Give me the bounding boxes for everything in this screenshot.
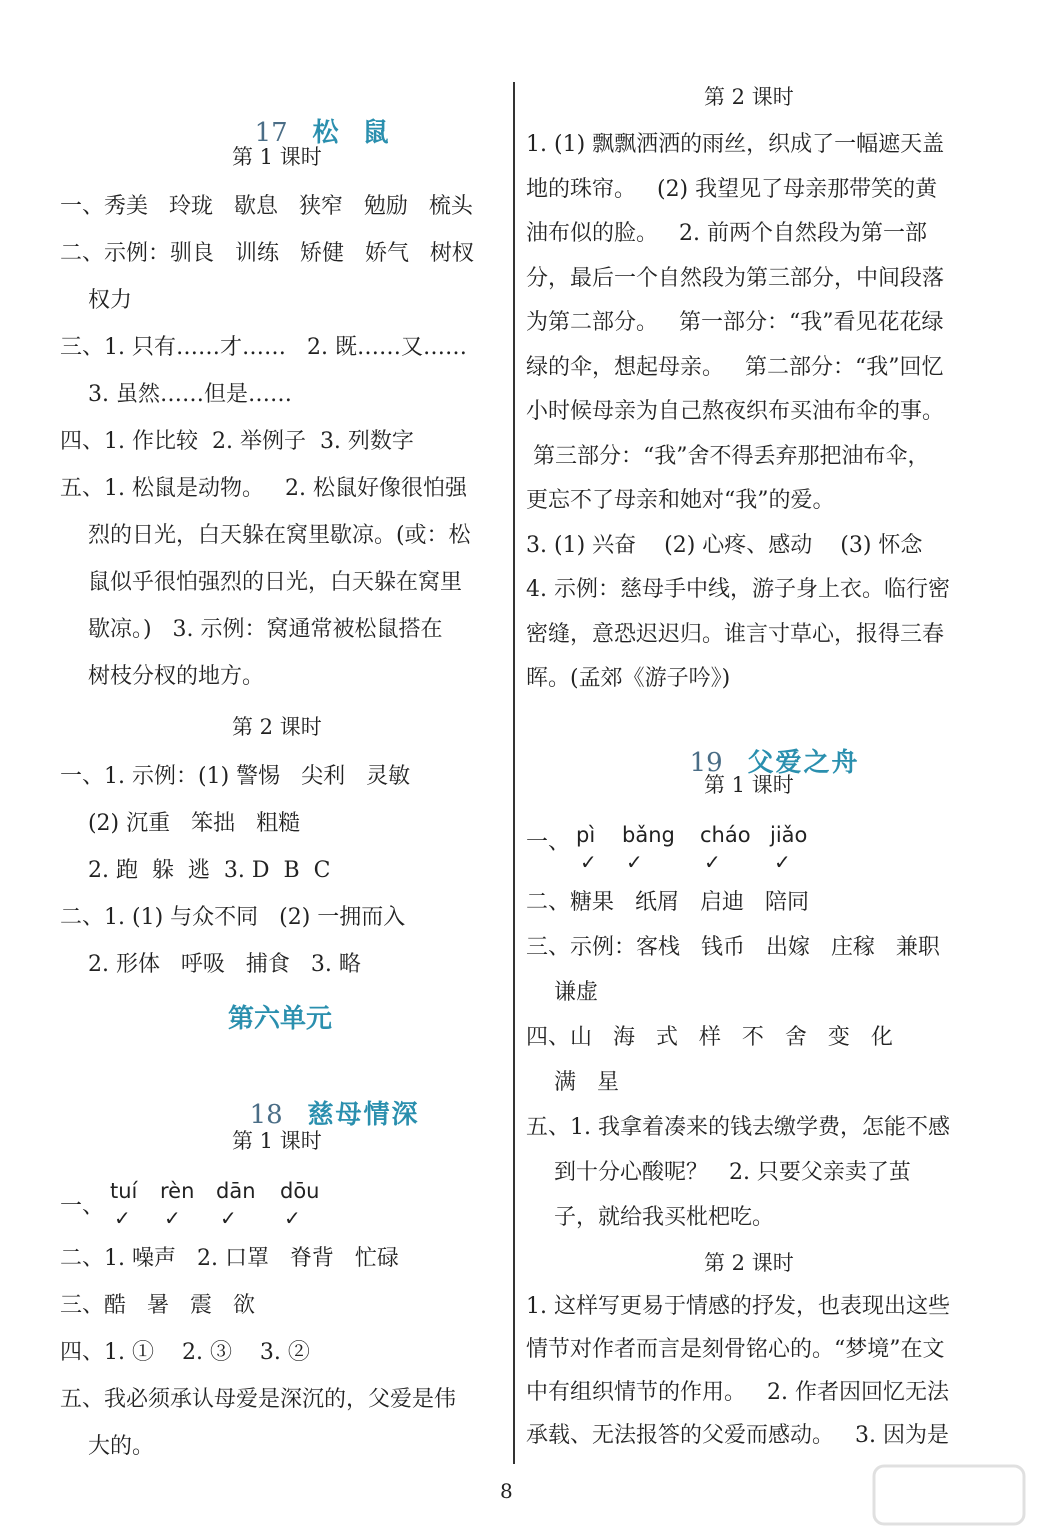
lesson-19-number: 19: [689, 748, 723, 778]
answer-line-1: 三、示例：客栈 钱币 出嫁 庄稼 兼职: [526, 935, 940, 960]
answer-line-2: 2. 跑 躲 逃 3. D B C: [60, 858, 331, 883]
answer-line-9: 3. (1) 兴奋 (2) 心疼、感动 (3) 怀念: [526, 532, 923, 558]
lesson-18-checkmark-icon-0: ✓: [114, 1206, 131, 1230]
answer-line-8: 更忘不了母亲和她对“我”的爱。: [526, 488, 835, 513]
lesson-18-section-1-heading: 第 1 课时: [232, 1129, 322, 1153]
answer-line-7: 烈的日光，白天躲在窝里歇凉。(或：松: [60, 523, 471, 548]
lesson-19-section-1-heading: 第 1 课时: [704, 773, 794, 797]
answer-line-3: 三、1. 只有……才…… 2. 既……又……: [60, 335, 467, 360]
answer-line-2: 油布似的脸。 2. 前两个自然段为第一部: [526, 221, 927, 246]
lesson-18-pinyin-1: rèn: [160, 1179, 195, 1203]
answer-line-1: 三、酷 暑 震 欲: [60, 1293, 255, 1318]
answer-line-4: 大的。: [60, 1434, 154, 1459]
answer-line-9: 歇凉。) 3. 示例：窝通常被松鼠搭在: [60, 617, 443, 642]
lesson-18-checkmark-icon-1: ✓: [164, 1206, 181, 1230]
lesson-18-number: 18: [249, 1100, 283, 1130]
lesson-19-checkmark-icon-3: ✓: [774, 850, 791, 874]
answer-line-2: 权力: [60, 288, 132, 313]
answer-line-6: 小时候母亲为自己熬夜织布买油布伞的事。: [526, 399, 945, 424]
answer-line-4: 为第二部分。 第一部分：“我”看见花花绿: [526, 310, 944, 335]
answer-line-0: 一、1. 示例：(1) 警惕 尖利 灵敏: [60, 764, 411, 789]
answer-line-0: 1. (1) 飘飘洒洒的雨丝，织成了一幅遮天盖: [526, 132, 945, 157]
column-divider: [513, 82, 515, 1464]
lesson-18-pinyin-2: dān: [216, 1179, 256, 1203]
answer-line-8: 鼠似乎很怕强烈的日光，白天躲在窝里: [60, 570, 462, 595]
page-number: 8: [500, 1479, 513, 1503]
answer-line-5: 绿的伞，想起母亲。 第二部分：“我”回忆: [526, 354, 944, 380]
answer-line-10: 树枝分杈的地方。: [60, 664, 264, 689]
answer-line-3: 五、我必须承认母爱是深沉的，父爱是伟: [60, 1387, 457, 1412]
lesson-19-checkmark-icon-1: ✓: [626, 850, 643, 874]
answer-line-2: 中有组织情节的作用。 2. 作者因回忆无法: [526, 1380, 949, 1405]
lesson-18-checkmark-icon-2: ✓: [220, 1206, 237, 1230]
lesson-17-number: 17: [254, 118, 288, 148]
lesson-18-q1-prefix: 一、: [60, 1194, 105, 1219]
lesson-19-pinyin-3: jiǎo: [770, 823, 808, 847]
lesson-18-name: 慈母情深: [307, 1100, 420, 1130]
watermark-logo: [870, 1460, 1030, 1530]
answer-line-6: 到十分心酸呢？ 2. 只要父亲卖了茧: [526, 1160, 911, 1185]
answer-line-1: (2) 沉重 笨拙 粗糙: [60, 811, 301, 836]
lesson-19-checkmark-icon-2: ✓: [704, 850, 721, 874]
answer-line-12: 晖。(孟郊《游子吟》): [526, 666, 731, 691]
answer-line-3: 二、1. (1) 与众不同 (2) 一拥而入: [60, 905, 406, 930]
answer-line-4: 2. 形体 呼吸 捕食 3. 略: [60, 952, 361, 977]
answer-line-1: 情节对作者而言是刻骨铭心的。“梦境”在文: [526, 1337, 945, 1362]
lesson-19-section-2-heading: 第 2 课时: [704, 1251, 794, 1275]
answer-line-4: 满 星: [526, 1070, 619, 1095]
unit-6-heading: 第六单元: [228, 1004, 333, 1034]
lesson-17-section-2-heading: 第 2 课时: [232, 715, 322, 739]
lesson-18-pinyin-0: tuí: [110, 1179, 138, 1203]
lesson-19-pinyin-0: pì: [576, 823, 596, 847]
answer-line-7: 第三部分：“我”舍不得丢弃那把油布伞，: [526, 443, 930, 469]
lesson-18-section-2-heading: 第 2 课时: [704, 85, 794, 109]
answer-line-2: 四、1. ① 2. ③ 3. ②: [60, 1340, 310, 1365]
lesson-19-name: 父爱之舟: [747, 748, 860, 778]
answer-line-11: 密缝，意恐迟迟归。谁言寸草心，报得三春: [526, 621, 945, 647]
lesson-18-checkmark-icon-3: ✓: [284, 1206, 301, 1230]
answer-line-5: 四、1. 作比较 2. 举例子 3. 列数字: [60, 429, 414, 454]
lesson-17-section-1-heading: 第 1 课时: [232, 145, 322, 169]
answer-line-7: 子，就给我买枇杷吃。: [526, 1205, 774, 1230]
lesson-19-q1-prefix: 一、: [526, 830, 571, 855]
lesson-19-pinyin-1: bǎng: [622, 823, 675, 847]
lesson-17-name: 松 鼠: [312, 118, 391, 148]
answer-line-10: 4. 示例：慈母手中线，游子身上衣。临行密: [526, 577, 950, 602]
answer-line-1: 地的珠帘。 (2) 我望见了母亲那带笑的黄: [526, 176, 938, 202]
answer-line-3: 四、山 海 式 样 不 舍 变 化: [526, 1025, 893, 1050]
answer-line-3: 分，最后一个自然段为第三部分，中间段落: [526, 265, 945, 291]
lesson-19-checkmark-icon-0: ✓: [580, 850, 597, 874]
answer-line-3: 承载、无法报答的父爱而感动。 3. 因为是: [526, 1423, 949, 1448]
answer-line-0: 二、糖果 纸屑 启迪 陪同: [526, 890, 809, 915]
answer-line-1: 二、示例：驯良 训练 矫健 娇气 树杈: [60, 241, 474, 266]
answer-line-2: 谦虚: [526, 980, 598, 1005]
lesson-18-pinyin-3: dōu: [280, 1179, 320, 1203]
lesson-19-pinyin-2: cháo: [700, 823, 751, 847]
answer-line-0: 一、秀美 玲珑 歇息 狭窄 勉励 梳头: [60, 194, 473, 219]
answer-line-6: 五、1. 松鼠是动物。 2. 松鼠好像很怕强: [60, 476, 467, 501]
answer-line-0: 二、1. 噪声 2. 口罩 脊背 忙碌: [60, 1246, 399, 1271]
answer-line-5: 五、1. 我拿着凑来的钱去缴学费，怎能不感: [526, 1115, 950, 1140]
answer-line-0: 1. 这样写更易于情感的抒发，也表现出这些: [526, 1294, 950, 1319]
answer-line-4: 3. 虽然……但是……: [60, 382, 292, 407]
